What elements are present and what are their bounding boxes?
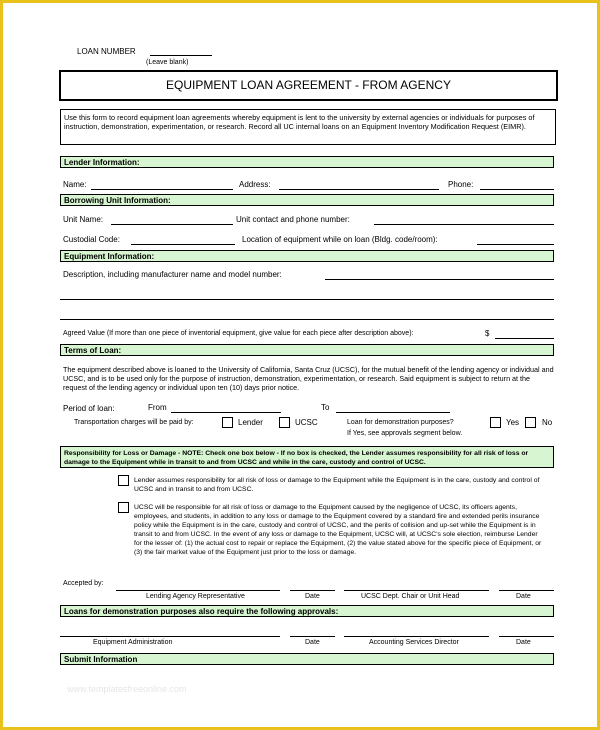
lender-checkbox[interactable]	[222, 417, 233, 428]
no-label: No	[542, 418, 553, 427]
period-to-field[interactable]	[336, 412, 450, 413]
period-from-label: From	[148, 403, 167, 412]
ucsc-option-label: UCSC	[295, 418, 318, 427]
loan-number-field[interactable]	[150, 55, 212, 56]
lender-header: Lender Information:	[60, 156, 554, 168]
page-title: EQUIPMENT LOAN AGREEMENT - FROM AGENCY	[166, 78, 451, 92]
lender-responsibility-text: Lender assumes responsibility for all risk of loss or damage to the Equipment while the Equipment is in the care, custody and control of UCSC and in transit to and from UCSC.	[134, 477, 540, 493]
custodial-code-field[interactable]	[131, 244, 235, 245]
agreed-value-field[interactable]	[495, 338, 554, 339]
lender-responsibility-checkbox[interactable]	[118, 475, 129, 486]
watermark: www.templatesfreeonline.com	[67, 684, 187, 694]
yes-checkbox[interactable]	[490, 417, 501, 428]
ucsc-responsibility-text: UCSC will be responsible for all risk of loss or damage to the Equipment caused by the negligence of UCSC, its officers agents, employees, and students, in addition to any loss or damage to the Equipment covered by a standard fire and extended perils insurance policy while the Equipment is in the care, custody and control of UCSC, and the perils of collision and up-set while the Equipment is in transit to and from UCSC. In the event of any loss or damage to the Equipment, UCSC will, at UCSC's sole election, reimburse Lender for the lesser of: (1) the actual cost to repair or replace the Equipment, (2) the value stated above for the specific piece of Equipment, or (3) the fair market value of the Equipment just prior to the loss or damage.	[134, 504, 542, 556]
lender-address-label: Address:	[239, 180, 271, 189]
lender-name-field[interactable]	[91, 189, 233, 190]
period-to-label: To	[321, 403, 330, 412]
unit-contact-field[interactable]	[374, 224, 554, 225]
rep-label: Lending Agency Representative	[146, 593, 245, 600]
ucsc-checkbox[interactable]	[279, 417, 290, 428]
chair-signature-field[interactable]	[344, 590, 489, 591]
equipment-header: Equipment Information:	[60, 250, 554, 262]
unit-name-label: Unit Name:	[63, 215, 104, 224]
custodial-code-label: Custodial Code:	[63, 235, 120, 244]
location-field[interactable]	[477, 244, 554, 245]
accounting-date-label: Date	[516, 639, 531, 646]
intro-box	[60, 109, 556, 145]
ucsc-responsibility-checkbox[interactable]	[118, 502, 129, 513]
responsibility-text: Responsibility for Loss or Damage - NOTE: Check one box below - If no box is checked, the Lender assumes responsibility for all risk of loss or damage to the Equipment while in transit to and from UCSC and while in the care, custody and control of UCSC.	[64, 450, 529, 466]
unit-name-field[interactable]	[111, 224, 233, 225]
intro-text: Use this form to record equipment loan agreements whereby equipment is lent to the university by external agencies or individuals for purposes of instruction, demonstration, experimentation, or research. Record all UC internal loans on an Equipment Inventory Modification Request (EIMR).	[64, 113, 535, 131]
rep-date-field[interactable]	[290, 590, 335, 591]
chair-date-label: Date	[516, 593, 531, 600]
description-field-2[interactable]	[60, 299, 554, 300]
period-label: Period of loan:	[63, 404, 115, 413]
title-box	[59, 70, 558, 101]
accepted-label: Accepted by:	[63, 580, 104, 587]
accounting-date-field[interactable]	[499, 636, 554, 637]
responsibility-header	[60, 446, 554, 468]
agreed-value-label: Agreed Value (If more than one piece of inventorial equipment, give value for each piece after description above):	[63, 330, 414, 337]
period-from-field[interactable]	[171, 412, 281, 413]
dollar-sign: $	[485, 329, 490, 338]
no-checkbox[interactable]	[525, 417, 536, 428]
admin-signature-field[interactable]	[60, 636, 280, 637]
terms-text: The equipment described above is loaned to the University of California, Santa Cruz (UCSC), for the mutual benefit of the lending agency or individual and UCSC, and is to be used only for the purpose of instruction, demonstration, experimentation, or research. Said equipment is subject to return at the request of the lending agency or individual upon ten (10) days prior notice.	[63, 365, 554, 392]
lender-phone-field[interactable]	[480, 189, 554, 190]
loan-number-label: LOAN NUMBER	[77, 47, 136, 56]
admin-label: Equipment Administration	[93, 639, 173, 646]
submit-header: Submit Information	[60, 653, 554, 665]
lender-name-label: Name:	[63, 180, 87, 189]
demo-note: If Yes, see approvals segment below.	[347, 430, 463, 437]
accounting-signature-field[interactable]	[344, 636, 489, 637]
lender-phone-label: Phone:	[448, 180, 474, 189]
transport-label: Transportation charges will be paid by:	[74, 419, 194, 426]
rep-date-label: Date	[305, 593, 320, 600]
unit-contact-label: Unit contact and phone number:	[236, 215, 350, 224]
chair-label: UCSC Dept. Chair or Unit Head	[361, 593, 460, 600]
loan-number-note: (Leave blank)	[146, 59, 189, 66]
location-label: Location of equipment while on loan (Bldg. code/room):	[242, 235, 438, 244]
accounting-label: Accounting Services Director	[369, 639, 459, 646]
terms-header: Terms of Loan:	[60, 344, 554, 356]
description-field-1[interactable]	[325, 279, 554, 280]
borrowing-header: Borrowing Unit Information:	[60, 194, 554, 206]
yes-label: Yes	[506, 418, 520, 427]
description-field-3[interactable]	[60, 319, 554, 320]
admin-date-label: Date	[305, 639, 320, 646]
approvals-header: Loans for demonstration purposes also require the following approvals:	[60, 605, 554, 617]
rep-signature-field[interactable]	[116, 590, 280, 591]
admin-date-field[interactable]	[290, 636, 335, 637]
lender-address-field[interactable]	[279, 189, 439, 190]
chair-date-field[interactable]	[499, 590, 554, 591]
demo-question: Loan for demonstration purposes?	[347, 419, 454, 426]
lender-option-label: Lender	[238, 418, 263, 427]
description-label: Description, including manufacturer name and model number:	[63, 270, 282, 279]
